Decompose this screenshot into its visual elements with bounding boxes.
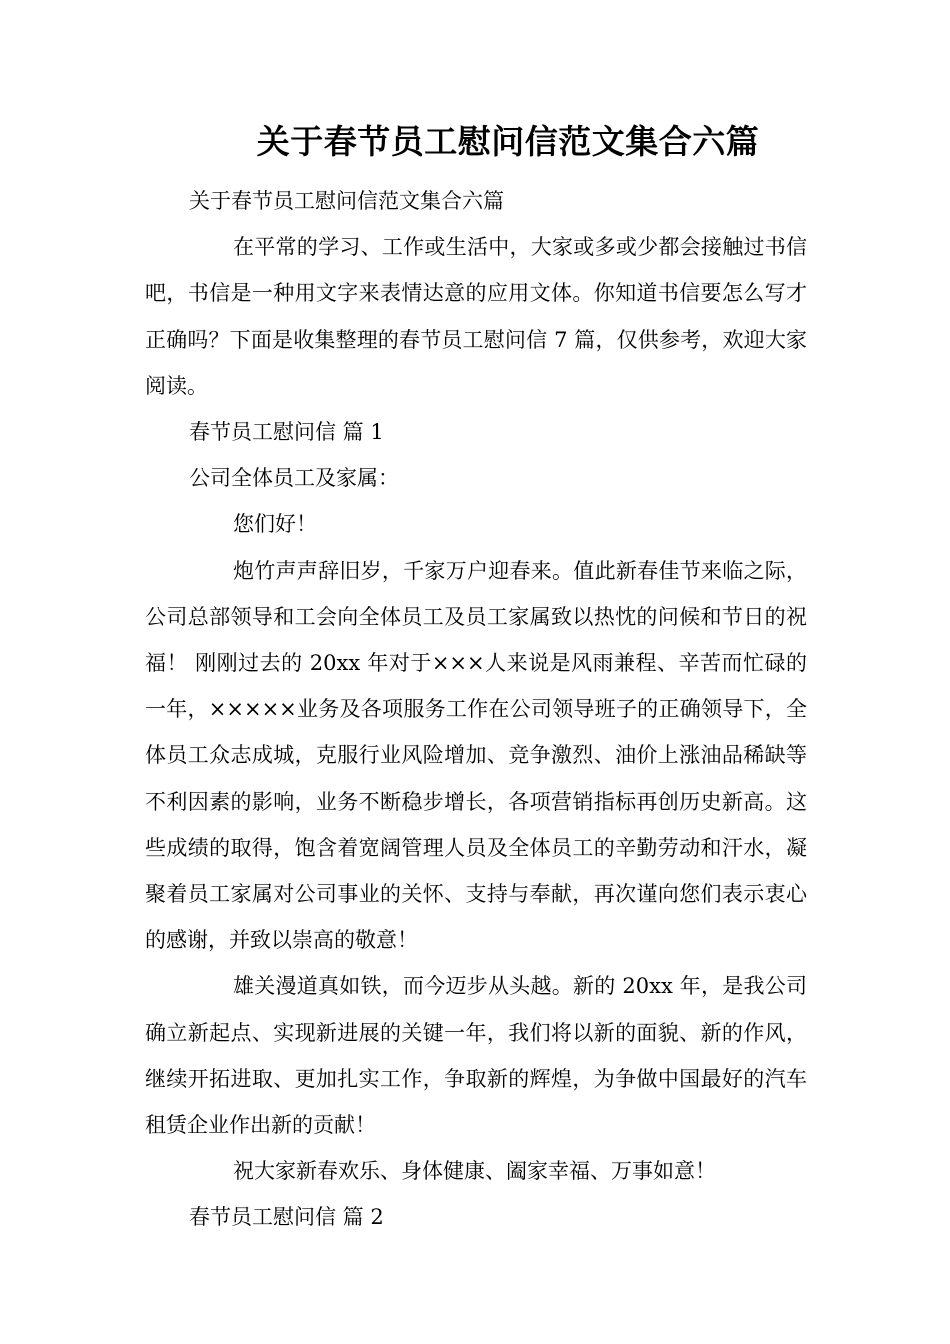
closing-wishes: 祝大家新春欢乐、身体健康、阖家幸福、万事如意！ xyxy=(233,1159,716,1184)
document-body xyxy=(145,178,807,1241)
document-subtitle: 关于春节员工慰问信范文集合六篇 xyxy=(189,189,504,213)
section-heading-2: 春节员工慰问信 篇 2 xyxy=(189,1205,384,1230)
greeting: 您们好！ xyxy=(233,512,317,537)
section-heading-1: 春节员工慰问信 篇 1 xyxy=(189,420,384,445)
document-title: 关于春节员工慰问信范文集合六篇 xyxy=(256,122,760,161)
intro-paragraph: 在平常的学习、工作或生活中，大家或多或少都会接触过书信吧，书信是一种用文字来表情达意的应用文体。你知道书信要怎么写才正确吗？下面是收集整理的春节员工慰问信 7 篇，仅供参考，欢迎大家阅读。 xyxy=(145,235,807,398)
body-paragraph-2: 雄关漫道真如铁，而今迈步从头越。新的 20xx 年，是我公司确立新起点、实现新进展的关键一年，我们将以新的面貌、新的作风，继续开拓进取、更加扎实工作，争取新的辉煌，为争做中国最好的汽车租赁企业作出新的贡献！ xyxy=(145,974,807,1138)
salutation: 公司全体员工及家属： xyxy=(189,466,399,491)
body-paragraph-1: 炮竹声声辞旧岁，千家万户迎春来。值此新春佳节来临之际，公司总部领导和工会向全体员工及员工家属致以热忱的问候和节日的祝福！ 刚刚过去的 20xx 年对于×××人来说是风雨兼程、辛苦而忙碌的一年，×××××业务及各项服务工作在公司领导班子的正确领导下，全体员工众志成城，克服行业风险增加、竞争激烈、油价上涨油品稀缺等不利因素的影响，业务不断稳步增长，各项营销指标再创历史新高。这些成绩的取得，饱含着宽阔管理人员及全体员工的辛勤劳动和汗水，凝聚着员工家属对公司事业的关怀、支持与奉献，再次谨向您们表示衷心的感谢，并致以崇高的敬意！ xyxy=(145,558,807,953)
